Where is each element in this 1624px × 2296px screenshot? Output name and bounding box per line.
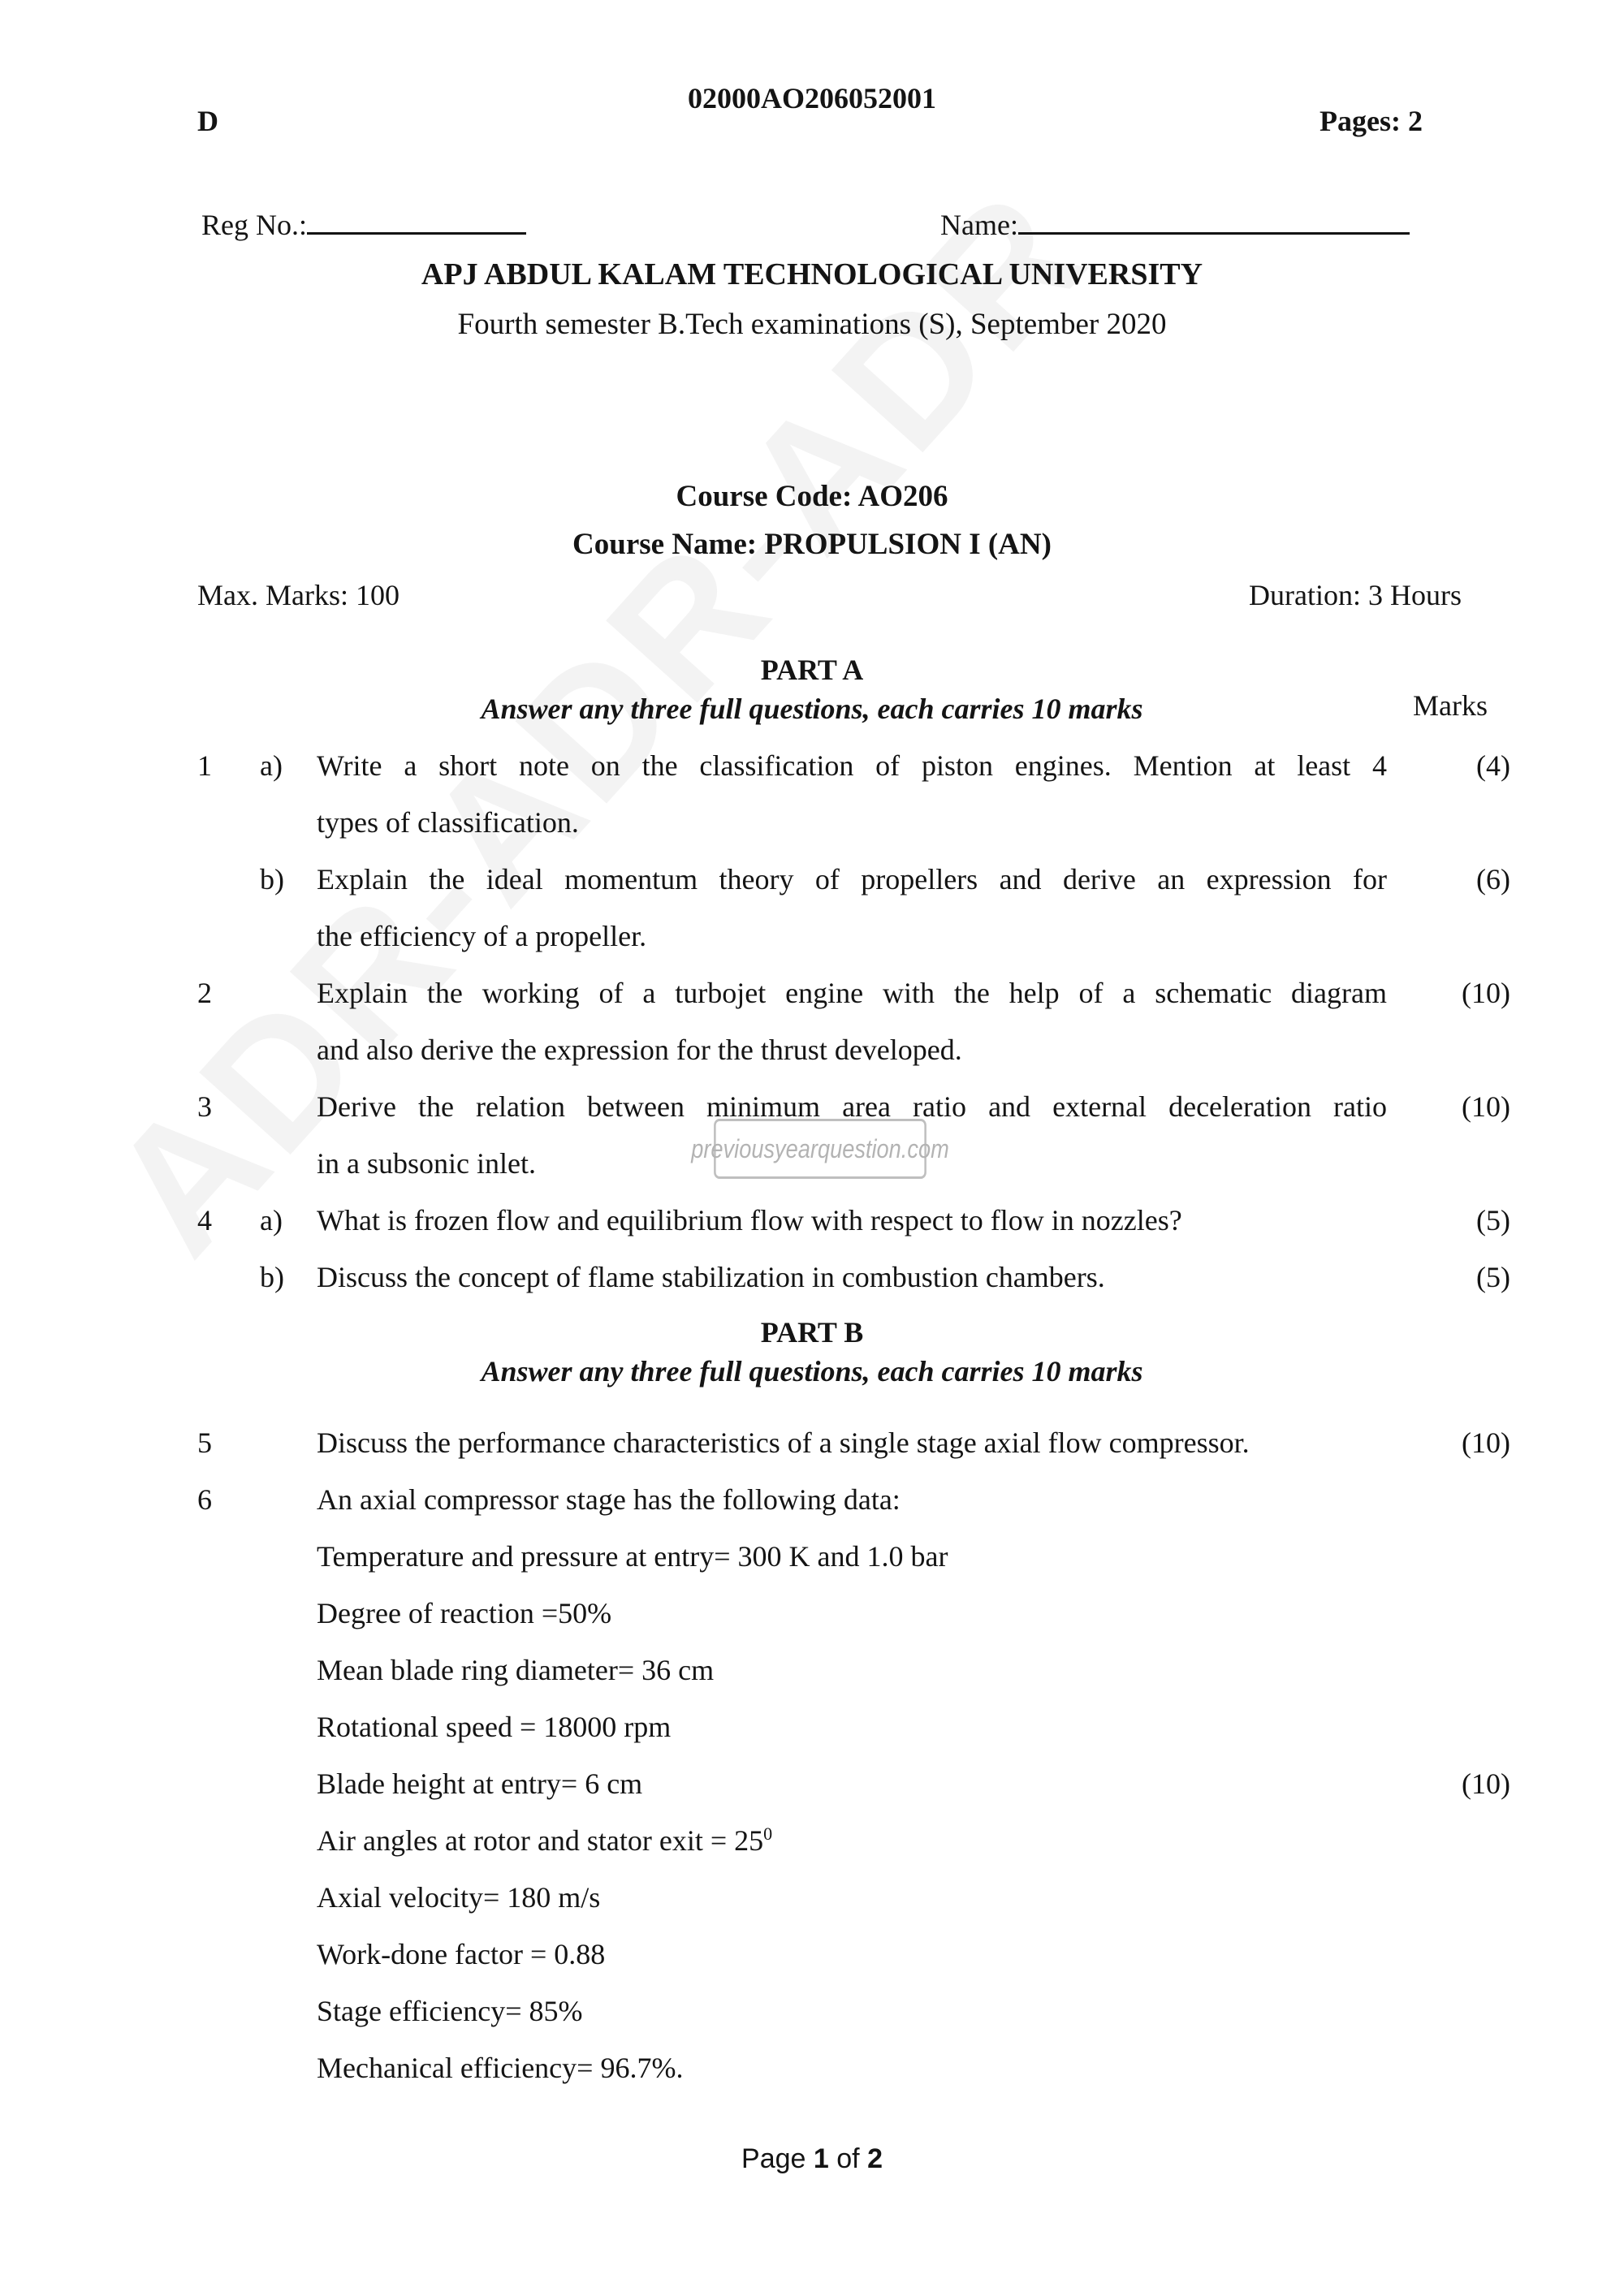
paper-code: 02000AO206052001: [688, 82, 936, 114]
university-title: APJ ABDUL KALAM TECHNOLOGICAL UNIVERSITY: [421, 257, 1203, 291]
q2-line2: and also derive the expression for the thrust developed.: [317, 1034, 962, 1066]
q3-line2: in a subsonic inlet.: [317, 1147, 536, 1180]
footer-total-pages: 2: [867, 2143, 883, 2174]
q6-data-item: Mechanical efficiency= 96.7%.: [317, 2052, 684, 2084]
q6-data-item: Blade height at entry= 6 cm: [317, 1767, 643, 1800]
q1-number: 1: [197, 749, 212, 782]
reg-no-field: [201, 208, 526, 242]
q1a-label: a): [260, 749, 283, 782]
marks-header: Marks: [1413, 689, 1488, 722]
q5-text: Discuss the performance characteristics of a single stage axial flow compressor.: [317, 1426, 1250, 1459]
footer-current-page: 1: [813, 2143, 829, 2174]
q4a-text: What is frozen flow and equilibrium flow with respect to flow in nozzles?: [317, 1204, 1182, 1236]
q6-data-item: Mean blade ring diameter= 36 cm: [317, 1654, 715, 1686]
q2-marks: (10): [1462, 977, 1510, 1009]
q1b-label: b): [260, 863, 284, 896]
q2-number: 2: [197, 977, 212, 1009]
q1a-marks: (4): [1476, 749, 1510, 782]
q6-number: 6: [197, 1483, 212, 1516]
part-a-title: PART A: [760, 654, 864, 686]
q4a-marks: (5): [1476, 1204, 1510, 1236]
reg-no-line: [307, 208, 526, 235]
course-name: Course Name: PROPULSION I (AN): [572, 528, 1052, 561]
q1a-line1: Write a short note on the classification of piston engines. Mention at least 4: [317, 749, 1387, 782]
q4-number: 4: [197, 1204, 212, 1236]
part-b-title: PART B: [760, 1316, 864, 1349]
reg-no-label: Reg No.:: [201, 209, 307, 241]
q4a-label: a): [260, 1204, 283, 1236]
q2-line1: Explain the working of a turbojet engine with the help of a schematic diagram: [317, 977, 1387, 1009]
q6-data-item: Stage efficiency= 85%: [317, 1995, 583, 2027]
q6-marks: (10): [1462, 1767, 1510, 1800]
q5-marks: (10): [1462, 1426, 1510, 1459]
q6-data-item: Rotational speed = 18000 rpm: [317, 1711, 672, 1743]
q6-angle-text: Air angles at rotor and stator exit = 25: [317, 1824, 764, 1857]
exam-title: Fourth semester B.Tech examinations (S), September 2020: [457, 308, 1167, 341]
footer-page-word: Page: [741, 2143, 806, 2174]
name-field: [940, 208, 1410, 242]
name-line: [1018, 208, 1410, 235]
course-code: Course Code: AO206: [676, 480, 948, 513]
set-letter: D: [197, 105, 218, 137]
part-b-instruction: Answer any three full questions, each carries 10 marks: [481, 1355, 1143, 1388]
page-count: Pages: 2: [1320, 105, 1423, 137]
q3-line1: Derive the relation between minimum area ratio and external deceleration ratio: [317, 1090, 1387, 1123]
q1b-marks: (6): [1476, 863, 1510, 896]
q6-data-item: Work-done factor = 0.88: [317, 1938, 606, 1970]
q6-angle-degree: 0: [763, 1823, 773, 1844]
site-stamp: previousyearquestion.com: [714, 1119, 926, 1179]
footer-of-word: of: [836, 2143, 860, 2174]
q1a-line2: types of classification.: [317, 806, 579, 839]
name-label: Name:: [940, 209, 1018, 241]
q1b-line1: Explain the ideal momentum theory of propellers and derive an expression for: [317, 863, 1387, 896]
page-footer: [0, 2143, 1624, 2175]
q3-number: 3: [197, 1090, 212, 1123]
q6-data-item: Degree of reaction =50%: [317, 1597, 612, 1629]
q4b-marks: (5): [1476, 1261, 1510, 1293]
q6-data-item: [317, 1823, 772, 1858]
q1b-line2: the efficiency of a propeller.: [317, 920, 647, 952]
part-a-instruction: Answer any three full questions, each carries 10 marks: [481, 693, 1143, 725]
q6-data-item: Axial velocity= 180 m/s: [317, 1881, 601, 1914]
q4b-label: b): [260, 1261, 284, 1293]
q4b-text: Discuss the concept of flame stabilization in combustion chambers.: [317, 1261, 1105, 1293]
q5-number: 5: [197, 1426, 212, 1459]
q3-marks: (10): [1462, 1090, 1510, 1123]
q6-data-item: Temperature and pressure at entry= 300 K and 1.0 bar: [317, 1540, 948, 1573]
max-marks: Max. Marks: 100: [197, 579, 400, 611]
duration: Duration: 3 Hours: [1249, 579, 1462, 611]
q6-intro: An axial compressor stage has the following data:: [317, 1483, 901, 1516]
